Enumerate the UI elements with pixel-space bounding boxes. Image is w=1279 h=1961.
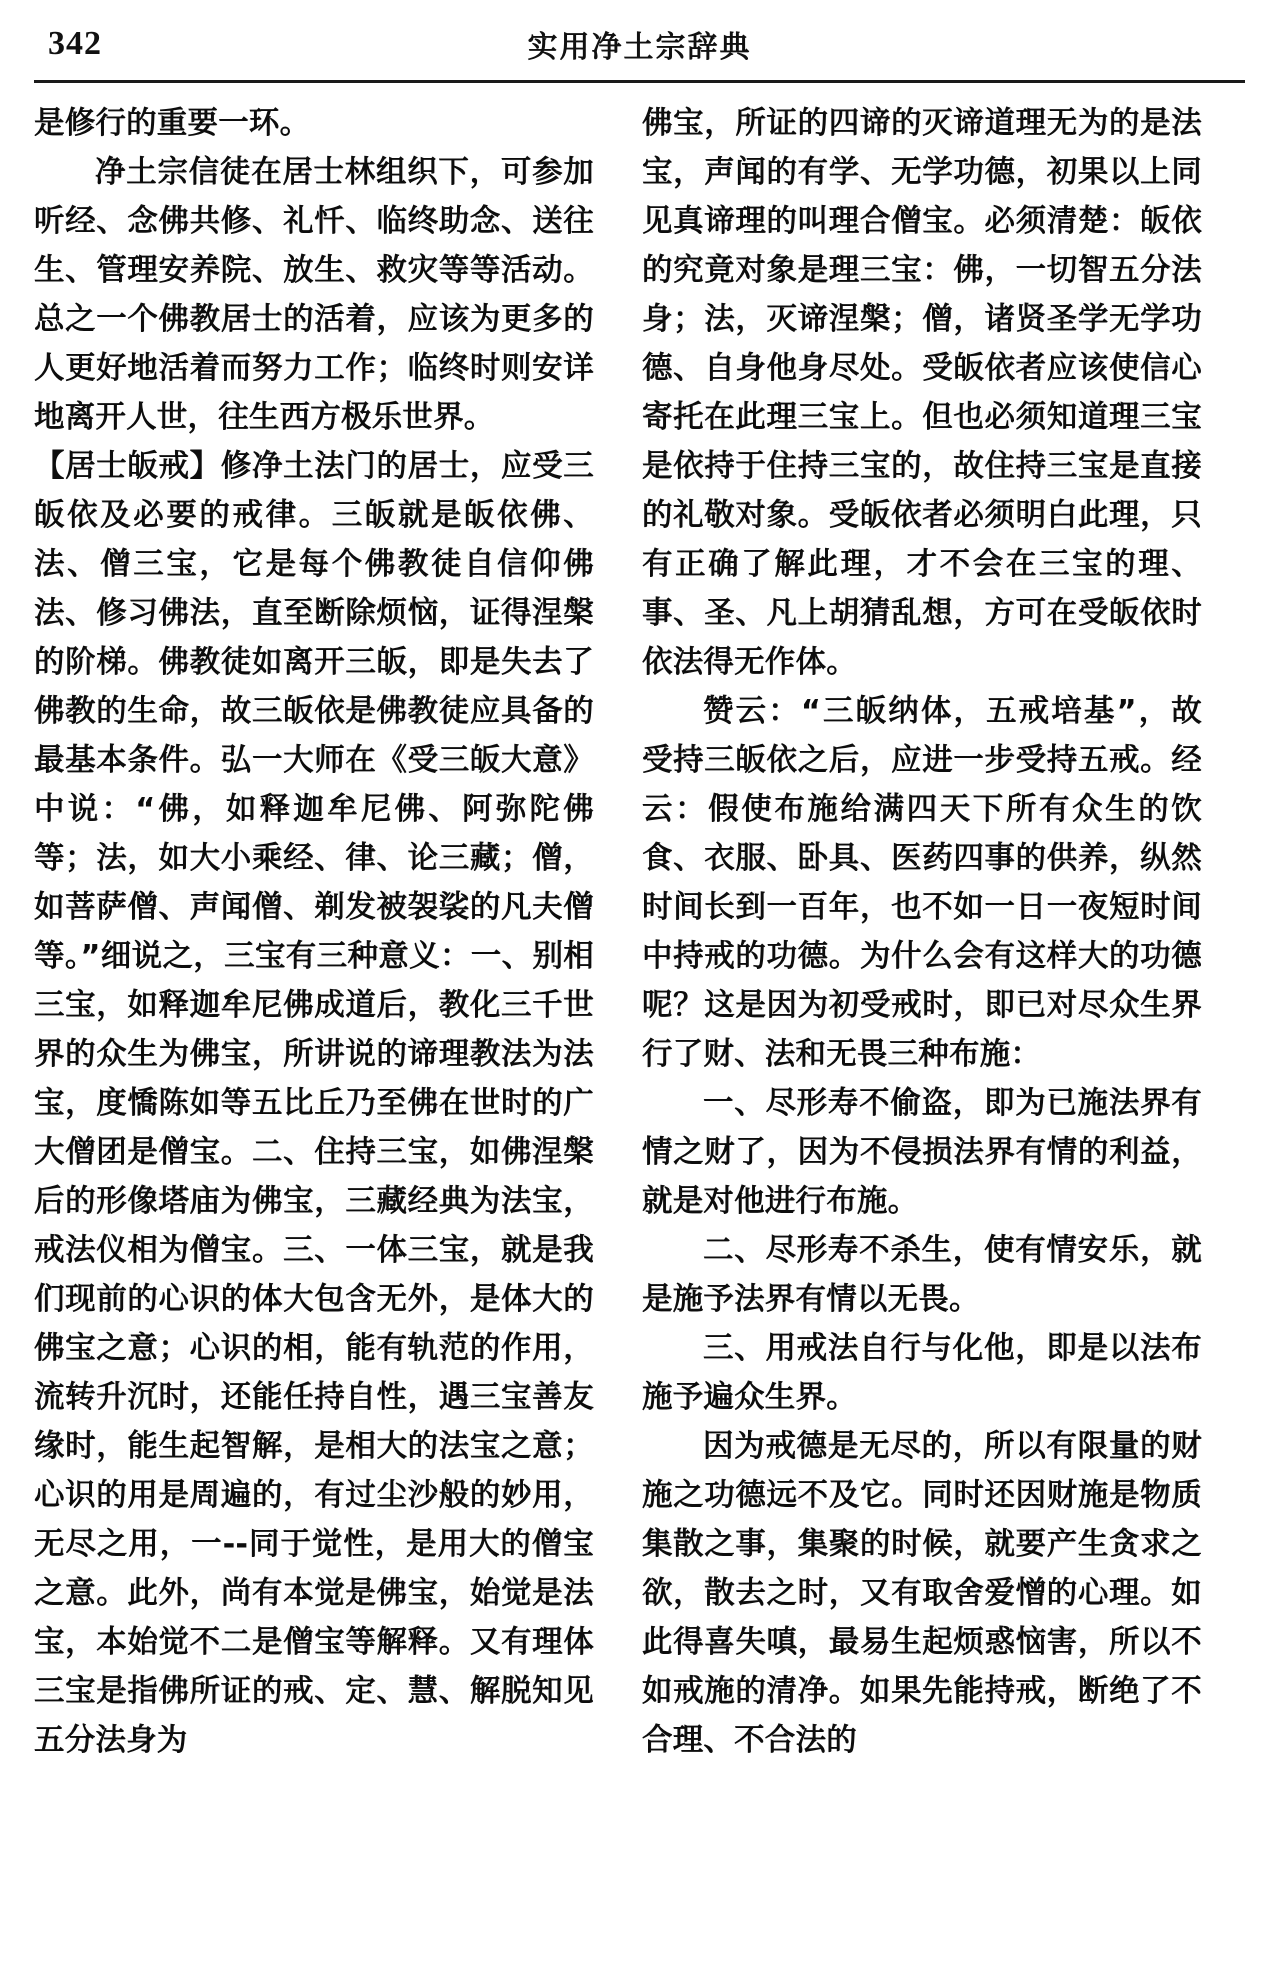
document-page: [0, 14, 1279, 1961]
paragraph: 赞云：“三皈纳体，五戒培基”，故受持三皈依之后，应进一步受持五戒。经云：假使布施给满四天下所有众生的饮食、衣服、卧具、医药四事的供养，纵然时间长到一百年，也不如一日一夜短时间中持戒的功德。为什么会有这样大的功德呢？这是因为初受戒时，即已对尽众生界行了财、法和无畏三种布施：: [642, 694, 1202, 1072]
page-header: [48, 14, 1231, 74]
paragraph: 是修行的重要一环。: [34, 106, 311, 141]
paragraph: 因为戒德是无尽的，所以有限量的财施之功德远不及它。同时还因财施是物质集散之事，集聚的时候，就要产生贪求之欲，散去之时，又有取舍爱憎的心理。如此得喜失嗔，最易生起烦惑恼害，所以不如戒施的清净。如果先能持戒，断绝了不合理、不合法的: [642, 1429, 1202, 1758]
dictionary-entry: 【居士皈戒】修净土法门的居士，应受三皈依及必要的戒律。三皈就是皈依佛、法、僧三宝，它是每个佛教徒自信仰佛法、修习佛法，直至断除烦恼，证得涅槃的阶梯。佛教徒如离开三皈，即是失去了佛教的生命，故三皈依是佛教徒应具备的最基本条件。弘一大师在《受三皈大意》中说：“佛，如释迦牟尼佛、阿弥陀佛等；法，如大小乘经、律、论三藏；僧，如菩萨僧、声闻僧、剃发被袈裟的凡夫僧等。”细说之，三宝有三种意义：一、别相三宝，如释迦牟尼佛成道后，教化三千世界的众生为佛宝，所讲说的谛理教法为法宝，度憍陈如等五比丘乃至佛在世时的广大僧团是僧宝。二、住持三宝，如佛涅槃后的形像塔庙为佛宝，三藏经典为法宝，戒法仪相为僧宝。三、一体三宝，就是我们现前的心识的体大包含无外，是体大的佛宝之意；心识的相，能有轨范的作用，流转升沉时，还能任持自性，遇三宝善友缘时，能生起智解，是相大的法宝之意；心识的用是周遍的，有过尘沙般的妙用，无尽之用，一--同于觉性，是用大的僧宝之意。此外，尚有本觉是佛宝，始觉是法宝，本始觉不二是僧宝等解释。又有理体三宝是指佛所证的戒、定、慧、解脱知见五分法身为: [34, 449, 594, 1758]
paragraph: 净土宗信徒在居士林组织下，可参加听经、念佛共修、礼忏、临终助念、送往生、管理安养院、放生、救灾等等活动。总之一个佛教居士的活着，应该为更多的人更好地活着而努力工作；临终时则安详地离开人世，往生西方极乐世界。: [34, 155, 594, 435]
paragraph: 三、用戒法自行与化他，即是以法布施予遍众生界。: [642, 1331, 1202, 1415]
header-rule: [34, 80, 1245, 83]
right-column: [640, 99, 1202, 1765]
paragraph: 佛宝，所证的四谛的灭谛道理无为的是法宝，声闻的有学、无学功德，初果以上同见真谛理的叫理合僧宝。必须清楚：皈依的究竟对象是理三宝：佛，一切智五分法身；法，灭谛涅槃；僧，诸贤圣学无学功德、自身他身尽处。受皈依者应该使信心寄托在此理三宝上。但也必须知道理三宝是依持于住持三宝的，故住持三宝是直接的礼敬对象。受皈依者必须明白此理，只有正确了解此理，才不会在三宝的理、事、圣、凡上胡猜乱想，方可在受皈依时依法得无作体。: [642, 106, 1202, 680]
paragraph: 一、尽形寿不偷盗，即为已施法界有情之财了，因为不侵损法界有情的利益，就是对他进行布施。: [642, 1086, 1202, 1219]
book-title: 实用净土宗辞典: [527, 30, 752, 65]
page-number: 342: [48, 25, 102, 62]
paragraph: 二、尽形寿不杀生，使有情安乐，就是施予法界有情以无畏。: [642, 1233, 1202, 1317]
body-columns: [34, 99, 1245, 1765]
left-column: [34, 99, 596, 1765]
